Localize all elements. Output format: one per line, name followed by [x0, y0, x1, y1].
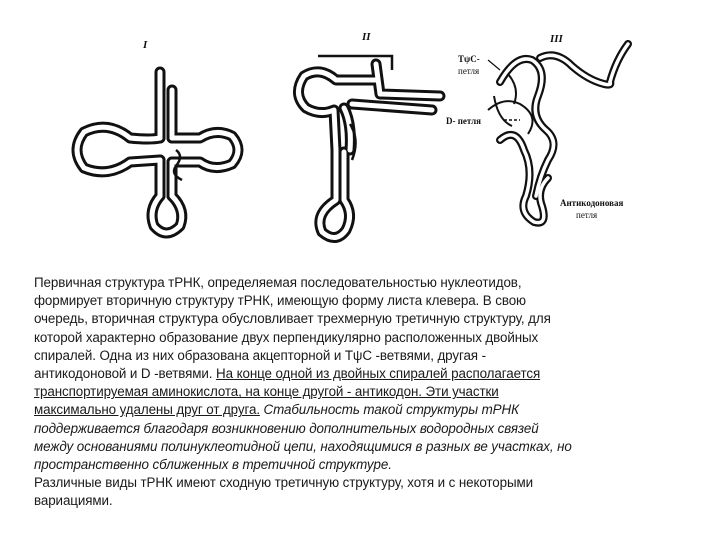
- trna-tertiary-ribbon-diagram: [446, 33, 628, 223]
- trna-l-shape-diagram: [298, 31, 440, 238]
- tpsic-loop-sublabel: петля: [458, 66, 480, 76]
- roman-label-2: II: [362, 31, 371, 43]
- roman-label-1: I: [143, 39, 148, 51]
- text-line-4: которой характерно образование двух перпендикулярно расположенных двойных: [34, 329, 539, 345]
- text-line-1: Первичная структура тРНК, определяемая последовательностью нуклеотидов,: [34, 275, 522, 290]
- roman-label-3: III: [550, 33, 563, 45]
- tpsic-loop-label: TψC-: [458, 54, 480, 64]
- anticodon-loop-label: Антикодоновая: [560, 198, 624, 208]
- text-line-7: транспортируемая аминокислота, на конце другой - антикодон. Эти участки: [34, 384, 499, 400]
- text-line-6-plain: антикодоновой и D -ветвями.: [34, 366, 217, 382]
- trna-structures-figure: [0, 0, 720, 262]
- text-line-13: вариациями.: [34, 493, 113, 509]
- text-line-6: [34, 365, 694, 383]
- text-line-9: поддерживается благодаря возникновению дополнительных водородных связей: [34, 420, 539, 436]
- text-line-5: спиралей. Одна из них образована акцепторной и TψC -ветвями, другая -: [34, 347, 486, 363]
- text-line-3: очередь, вторичная структура обусловливает трехмерную третичную структуру, для: [34, 311, 551, 327]
- d-loop-label: D- петля: [446, 116, 482, 126]
- text-line-10: между основаниями полинуклеотидной цепи, находящимися в разных ве участках, но: [34, 438, 572, 454]
- text-line-11: пространственно сближенных в третичной структуре.: [34, 457, 392, 473]
- description-text: [34, 274, 694, 511]
- trna-cloverleaf-diagram: [77, 39, 238, 233]
- text-line-2: формирует вторичную структуру тРНК, имеющую форму листа клевера. В свою: [34, 293, 526, 309]
- text-line-8-underlined: максимально удалены друг от друга.: [34, 402, 260, 418]
- anticodon-loop-sublabel: петля: [576, 210, 598, 220]
- text-line-8-italic: Стабильность такой структуры тРНК: [259, 402, 519, 418]
- text-line-12: Различные виды тРНК имеют сходную третичную структуру, хотя и с некоторыми: [34, 475, 534, 491]
- text-line-6-underlined: На конце одной из двойных спиралей располагается: [216, 366, 541, 382]
- text-line-8: [34, 401, 694, 419]
